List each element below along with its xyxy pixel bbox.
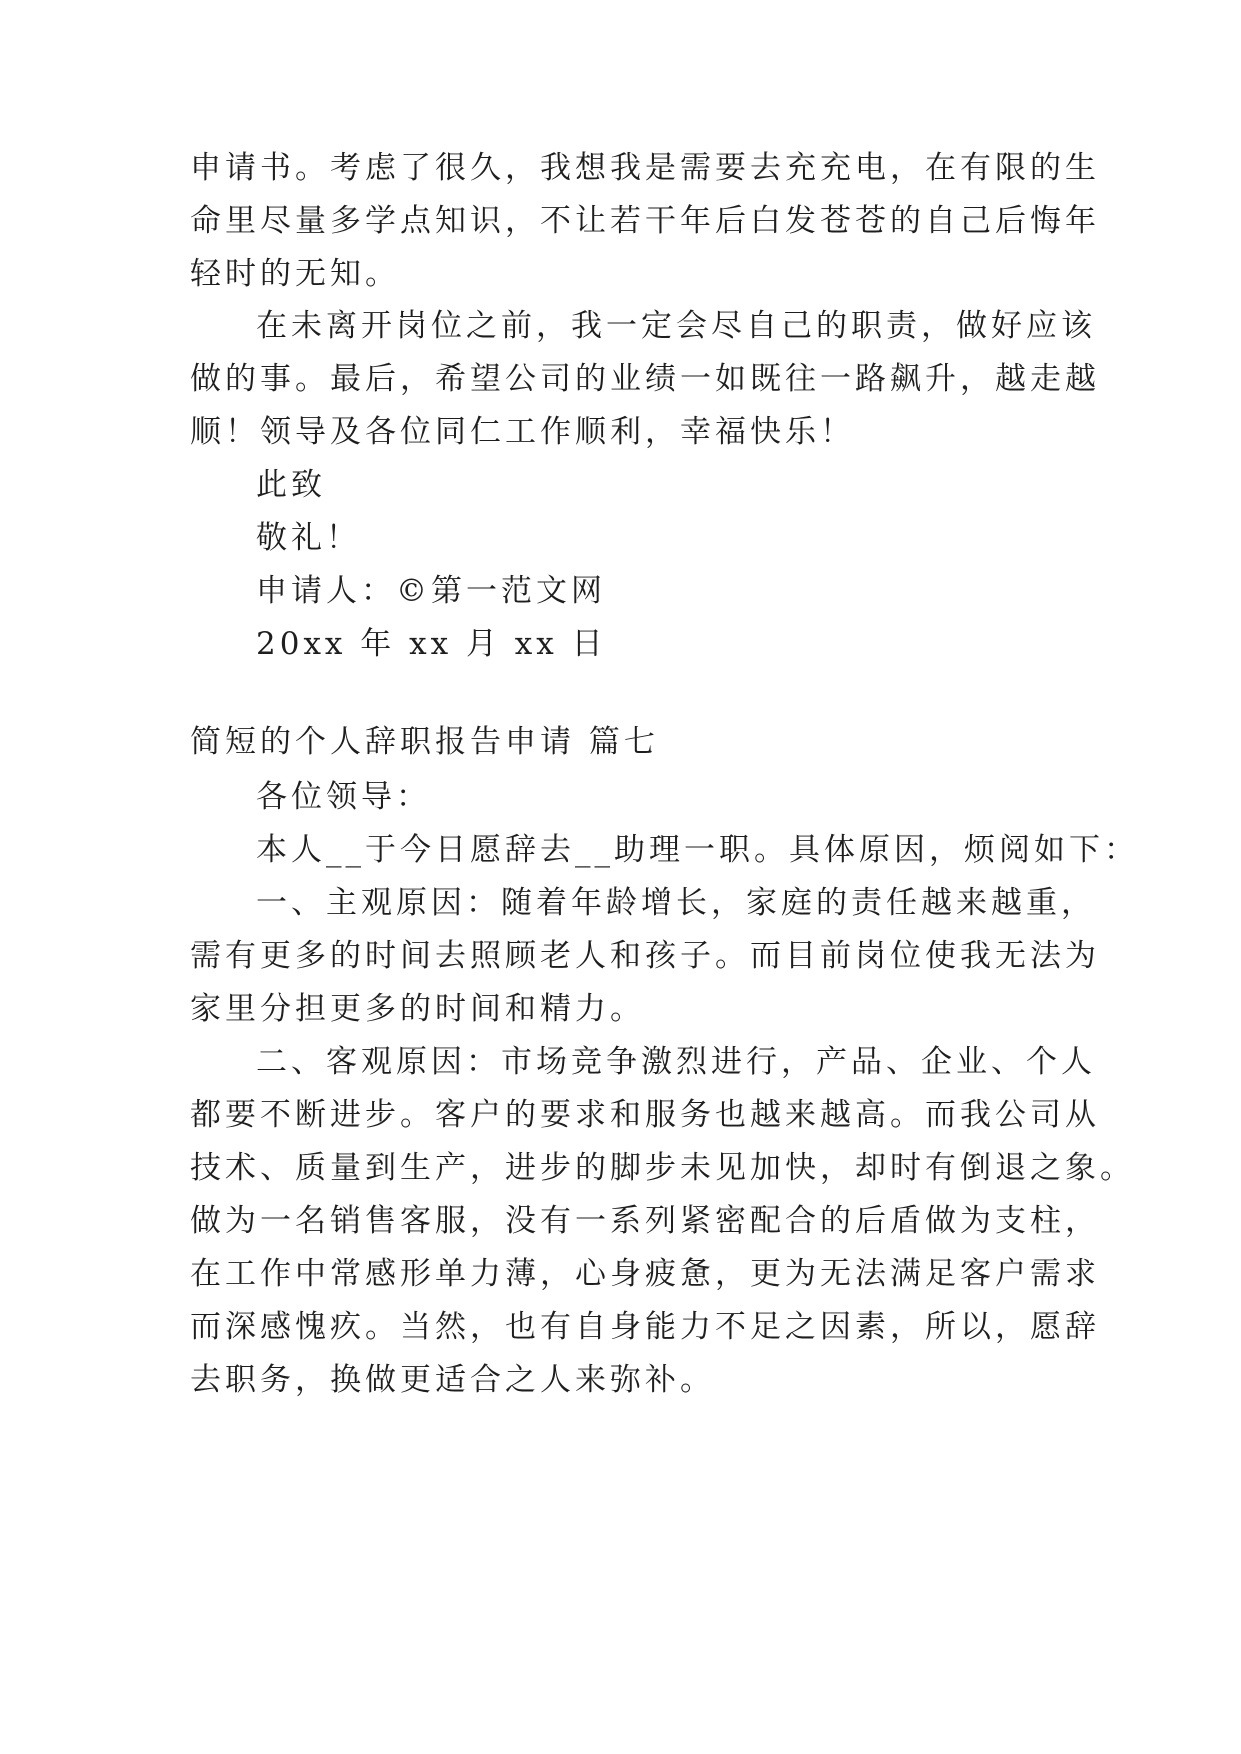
text-line: 技术、质量到生产，进步的脚步未见加快，却时有倒退之象。 [190, 1150, 1135, 1186]
text-line: 二、客观原因：市场竞争激烈进行，产品、企业、个人 [256, 1044, 1096, 1080]
text-line: 家里分担更多的时间和精力。 [190, 991, 645, 1027]
greeting-text: 各位领导： [256, 779, 431, 815]
text-line: 去职务，换做更适合之人来弥补。 [190, 1362, 715, 1398]
text-line: 需有更多的时间去照顾老人和孩子。而目前岗位使我无法为 [190, 938, 1100, 974]
text-line: 做的事。最后，希望公司的业绩一如既往一路飙升，越走越 [190, 361, 1100, 397]
text-line: 一、主观原因：随着年龄增长，家庭的责任越来越重， [256, 885, 1096, 921]
text-line: 在未离开岗位之前，我一定会尽自己的职责，做好应该 [256, 308, 1096, 344]
text-line: 轻时的无知。 [190, 256, 400, 292]
text-line: 在工作中常感形单力薄，心身疲惫，更为无法满足客户需求 [190, 1256, 1100, 1292]
text-line: 而深感愧疚。当然，也有自身能力不足之因素，所以，愿辞 [190, 1309, 1100, 1345]
text-line: 做为一名销售客服，没有一系列紧密配合的后盾做为支柱， [190, 1203, 1100, 1239]
applicant-signature: 申请人：©第一范文网 [256, 573, 606, 609]
closing-text: 此致 [256, 467, 326, 503]
text-line: 申请书。考虑了很久，我想我是需要去充充电，在有限的生 [190, 150, 1100, 186]
text-line: 都要不断进步。客户的要求和服务也越来越高。而我公司从 [190, 1097, 1100, 1133]
text-line: 顺！领导及各位同仁工作顺利，幸福快乐！ [190, 414, 855, 450]
salutation-text: 敬礼！ [256, 520, 361, 556]
date-line: 20xx 年 xx 月 xx 日 [256, 626, 607, 662]
text-line: 命里尽量多学点知识，不让若干年后白发苍苍的自己后悔年 [190, 203, 1100, 239]
section-title: 简短的个人辞职报告申请 篇七 [190, 724, 659, 760]
intro-text: 本人__于今日愿辞去__助理一职。具体原因，烦阅如下： [256, 832, 1139, 868]
